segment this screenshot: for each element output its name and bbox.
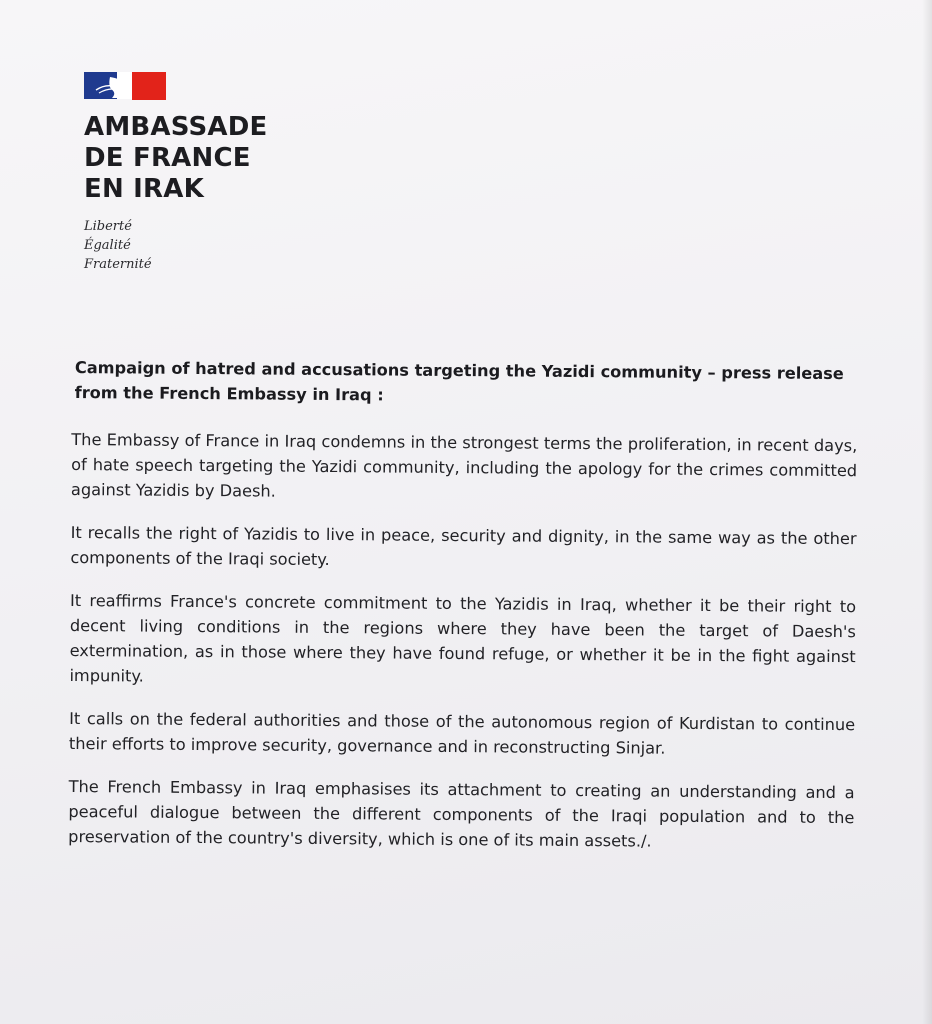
body-paragraph: It calls on the federal authorities and those of the autonomous region of Kurdistan to continue their efforts to improve security, governance and in reconstructing Sinjar. bbox=[68, 708, 856, 758]
embassy-name-line: DE FRANCE bbox=[84, 143, 251, 173]
embassy-name bbox=[84, 112, 344, 205]
embassy-name-line: EN IRAK bbox=[84, 174, 204, 204]
letterhead bbox=[84, 70, 344, 274]
motto-line: Liberté bbox=[84, 219, 132, 234]
page-edge-shadow bbox=[922, 0, 932, 1024]
embassy-name-line: AMBASSADE bbox=[84, 112, 268, 142]
republique-francaise-logo-icon bbox=[84, 70, 166, 102]
body-paragraph: It reaffirms France's concrete commitment to the Yazidis in Iraq, whether it be their right to decent living conditions in the regions where they have been the target of Daesh's extermination, as in those where they have found refuge, or whether it be in the fight against impunity. bbox=[69, 590, 857, 686]
body-paragraph: It recalls the right of Yazidis to live in peace, security and dignity, in the same way as the other components of the Iraqi society. bbox=[70, 522, 857, 570]
motto-line: Fraternité bbox=[84, 257, 152, 272]
republic-motto bbox=[84, 217, 344, 274]
motto-line: Égalité bbox=[84, 238, 131, 253]
press-release-title: Campaign of hatred and accusations targeting the Yazidi community – press release from the French Embassy in Iraq : bbox=[74, 358, 844, 405]
press-release-body bbox=[68, 355, 858, 873]
body-paragraph: The Embassy of France in Iraq condemns in the strongest terms the proliferation, in recent days, of hate speech targeting the Yazidi community, including the apology for the crimes committed against Yazidis by Daesh. bbox=[70, 429, 858, 501]
body-paragraph: The French Embassy in Iraq emphasises its attachment to creating an understanding and a peaceful dialogue between the different components of the Iraqi population and to the preservation of the country's diversity, which is one of its main assets./. bbox=[68, 776, 855, 851]
